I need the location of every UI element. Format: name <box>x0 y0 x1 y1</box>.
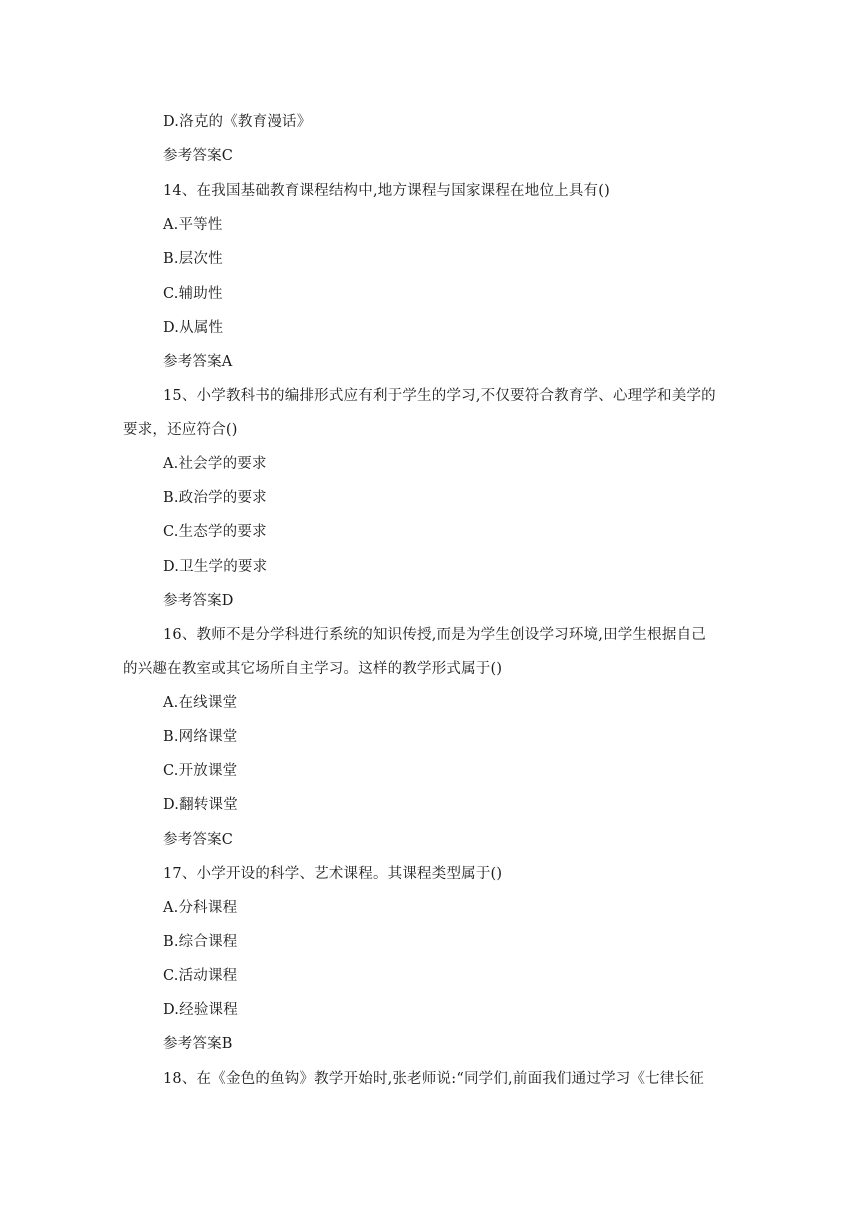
option-a-q16: A.在线课堂 <box>163 695 238 711</box>
question-15-line1: 15、小学教科书的编排形式应有利于学生的学习,不仅要符合教育学、心理学和美学的 <box>163 388 716 404</box>
option-d-q13: D.洛克的《教育漫话》 <box>163 114 312 130</box>
option-b-q14: B.层次性 <box>163 251 223 267</box>
option-c-q15: C.生态学的要求 <box>163 524 267 540</box>
option-a-q17: A.分科课程 <box>163 900 238 916</box>
option-b-q17: B.综合课程 <box>163 934 238 950</box>
question-16-line1: 16、教师不是分学科进行系统的知识传授,而是为学生创设学习环境,田学生根据自己 <box>163 627 706 643</box>
option-b-q16: B.网络课堂 <box>163 729 238 745</box>
option-c-q16: C.开放课堂 <box>163 763 238 779</box>
option-a-q15: A.社会学的要求 <box>163 456 267 472</box>
answer-q15: 参考答案D <box>163 593 234 609</box>
answer-q14: 参考答案A <box>163 354 233 370</box>
option-d-q17: D.经验课程 <box>163 1002 238 1018</box>
answer-q17: 参考答案B <box>163 1036 233 1052</box>
option-d-q15: D.卫生学的要求 <box>163 559 268 575</box>
option-d-q14: D.从属性 <box>163 320 224 336</box>
question-18-line1: 18、在《金色的鱼钩》教学开始时,张老师说:“同学们,前面我们通过学习《七律长征 <box>163 1071 704 1087</box>
option-d-q16: D.翻转课堂 <box>163 797 238 813</box>
option-b-q15: B.政治学的要求 <box>163 490 267 506</box>
question-14: 14、在我国基础教育课程结构中,地方课程与国家课程在地位上具有() <box>163 183 610 199</box>
question-15-line2: 要求，还应符合() <box>123 422 238 438</box>
question-16-line2: 的兴趣在教室或其它场所自主学习。这样的教学形式属于() <box>123 661 503 677</box>
answer-q16: 参考答案C <box>163 832 234 848</box>
option-a-q14: A.平等性 <box>163 217 223 233</box>
answer-q13: 参考答案C <box>163 148 234 164</box>
question-17: 17、小学开设的科学、艺术课程。其课程类型属于() <box>163 866 503 882</box>
option-c-q14: C.辅助性 <box>163 286 223 302</box>
option-c-q17: C.活动课程 <box>163 968 238 984</box>
